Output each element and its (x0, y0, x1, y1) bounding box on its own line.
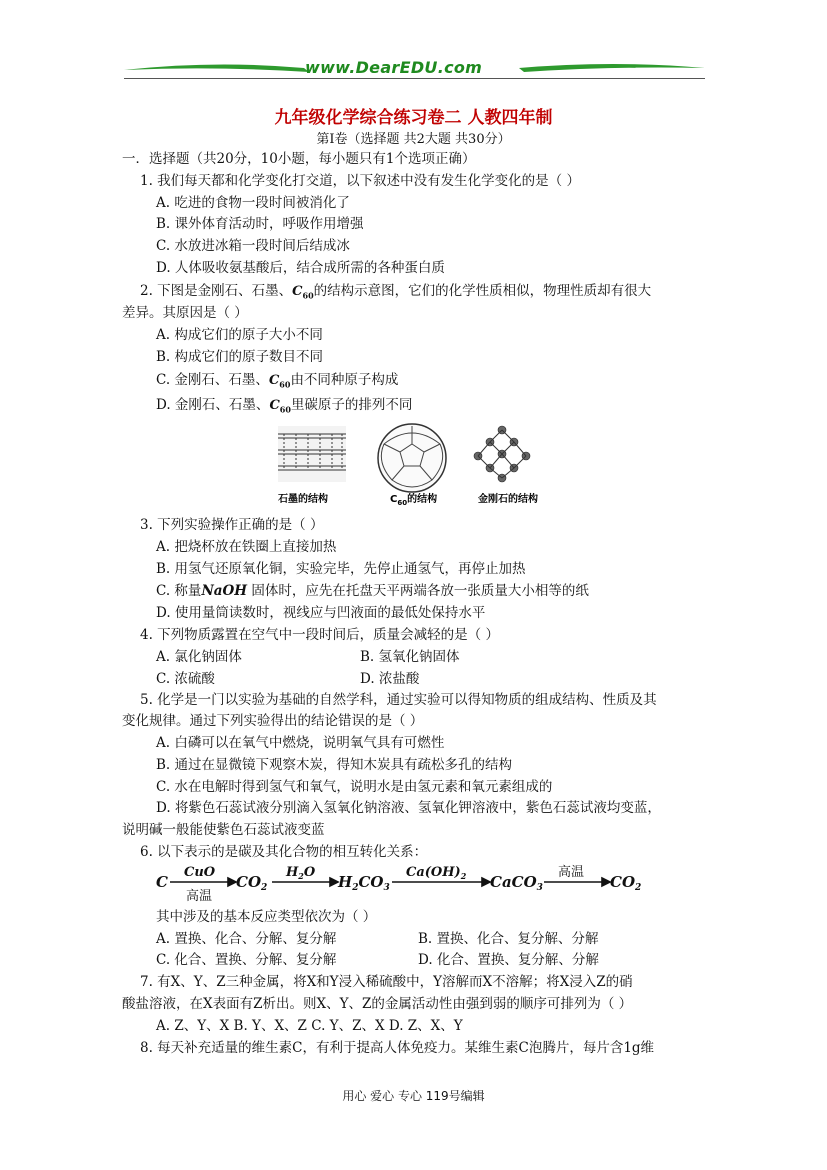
header-divider (124, 78, 705, 79)
arrow4-top: 高温 (558, 865, 585, 880)
question-6-option-a: A. 置换、化合、分解、复分解 (156, 931, 337, 947)
question-6-stem: 6. 以下表示的是碳及其化合物的相互转化关系： (140, 844, 428, 860)
chain-h2co3: $H_2CO_3$ (338, 873, 390, 893)
question-5-stem-cont: 变化规律。通过下列实验得出的结论错误的是（ ） (122, 713, 424, 729)
question-2-option-a: A. 构成它们的原子大小不同 (156, 327, 323, 343)
c60-formula: $C_{60}$ (292, 284, 314, 301)
question-7-options: A. Z、Y、X B. Y、X、Z C. Y、Z、X D. Z、X、Y (156, 1018, 463, 1034)
question-1-option-a: A. 吃进的食物一段时间被消化了 (156, 195, 350, 211)
question-5-option-d-cont: 说明碱一般能使紫色石蕊试液变蓝 (122, 822, 325, 838)
question-1-option-b: B. 课外体育活动时，呼吸作用增强 (156, 216, 364, 232)
question-2-option-d: D. 金刚石、石墨、$C_{60}$里碳原子的排列不同 (156, 397, 413, 415)
question-3-stem: 3. 下列实验操作正确的是（ ） (140, 517, 324, 533)
question-7-stem: 7. 有X、Y、Z三种金属，将X和Y浸入稀硫酸中，Y溶解而X不溶解；将X浸入Z的硝 (140, 974, 633, 990)
site-logo-text[interactable]: www.DearEDU.com (305, 58, 483, 77)
page-footer: 用心 爱心 专心 119号编辑 (342, 1089, 485, 1103)
question-8-stem: 8. 每天补充适量的维生素C，有利于提高人体免疫力。某维生素C泡腾片，每片含1g维 (140, 1040, 655, 1056)
arrow3-top: $Ca(OH)_2$ (406, 865, 467, 881)
question-3-option-a: A. 把烧杯放在铁圈上直接加热 (156, 539, 337, 555)
c60-structure-image (378, 424, 446, 492)
question-5-option-a: A. 白磷可以在氧气中燃烧，说明氧气具有可燃性 (156, 735, 445, 751)
chain-co2-2: $CO_2$ (610, 873, 642, 893)
diamond-structure-image (474, 426, 530, 482)
question-5-option-b: B. 通过在显微镜下观察木炭，得知木炭具有疏松多孔的结构 (156, 757, 513, 773)
arrow2-top: $H_2O$ (286, 865, 316, 881)
page-subtitle: 第Ⅰ卷（选择题 共2大题 共30分） (316, 132, 511, 147)
question-6-option-d: D. 化合、置换、复分解、分解 (418, 952, 599, 968)
diamond-label: 金刚石的结构 (478, 494, 538, 505)
question-1-option-c: C. 水放进冰箱一段时间后结成冰 (156, 238, 350, 254)
question-4-stem: 4. 下列物质露置在空气中一段时间后，质量会减轻的是（ ） (140, 627, 499, 643)
question-2-stem-cont: 差异。其原因是（ ） (122, 305, 248, 321)
graphite-structure-image (278, 426, 346, 482)
chain-c: C (156, 873, 168, 891)
page-title: 九年级化学综合练习卷二 人教四年制 (274, 108, 553, 128)
carbon-conversion-chain (150, 858, 650, 906)
carbon-structures-figure (272, 422, 554, 510)
question-4-option-d: D. 浓盐酸 (360, 671, 420, 687)
question-4-option-a: A. 氯化钠固体 (156, 649, 242, 665)
question-3-option-d: D. 使用量筒读数时，视线应与凹液面的最低处保持水平 (156, 605, 486, 621)
question-4-option-c: C. 浓硫酸 (156, 671, 215, 687)
question-2-stem-pre: 2. 下图是金刚石、石墨、 (140, 283, 293, 299)
question-3-option-c: C. 称量NaOH 固体时，应先在托盘天平两端各放一张质量大小相等的纸 (156, 583, 589, 599)
graphite-label: 石墨的结构 (278, 494, 328, 505)
arrow1-bottom: 高温 (186, 889, 213, 904)
question-1-option-d: D. 人体吸收氨基酸后，结合成所需的各种蛋白质 (156, 260, 445, 276)
question-2-option-c: C. 金刚石、石墨、$C_{60}$由不同种原子构成 (156, 372, 399, 390)
question-2-stem-post: 的结构示意图，它们的化学性质相似，物理性质却有很大 (313, 283, 652, 299)
c60-label: $C_{60}$的结构 (390, 494, 438, 507)
question-6-option-c: C. 化合、置换、分解、复分解 (156, 952, 337, 968)
question-5-option-d: D. 将紫色石蕊试液分别滴入氢氧化钠溶液、氢氧化钾溶液中，紫色石蕊试液均变蓝， (156, 800, 661, 816)
question-6-option-b: B. 置换、化合、复分解、分解 (418, 931, 599, 947)
question-5-stem: 5. 化学是一门以实验为基础的自然学科，通过实验可以得知物质的组成结构、性质及其 (140, 692, 657, 708)
section-heading: 一．选择题（共20分，10小题，每小题只有1个选项正确） (122, 151, 476, 167)
question-3-option-b: B. 用氢气还原氧化铜，实验完毕，先停止通氢气，再停止加热 (156, 561, 526, 577)
question-7-stem-cont: 酸盐溶液，在X表面有Z析出。则X、Y、Z的金属活动性由强到弱的顺序可排列为（ ） (122, 996, 633, 1012)
question-2-option-b: B. 构成它们的原子数目不同 (156, 349, 324, 365)
question-5-option-c: C. 水在电解时得到氢气和氧气，说明水是由氢元素和氧元素组成的 (156, 779, 553, 795)
naoh-formula: NaOH (201, 583, 248, 599)
arrow1-top: CuO (184, 865, 216, 880)
question-1-stem: 1. 我们每天都和化学变化打交道，以下叙述中没有发生化学变化的是（ ） (140, 173, 580, 189)
question-6-ask: 其中涉及的基本反应类型依次为（ ） (156, 909, 377, 925)
chain-co2-1: $CO_2$ (236, 873, 268, 893)
chain-caco3: CaCO$_3$ (490, 873, 543, 893)
question-4-option-b: B. 氢氧化钠固体 (360, 649, 460, 665)
